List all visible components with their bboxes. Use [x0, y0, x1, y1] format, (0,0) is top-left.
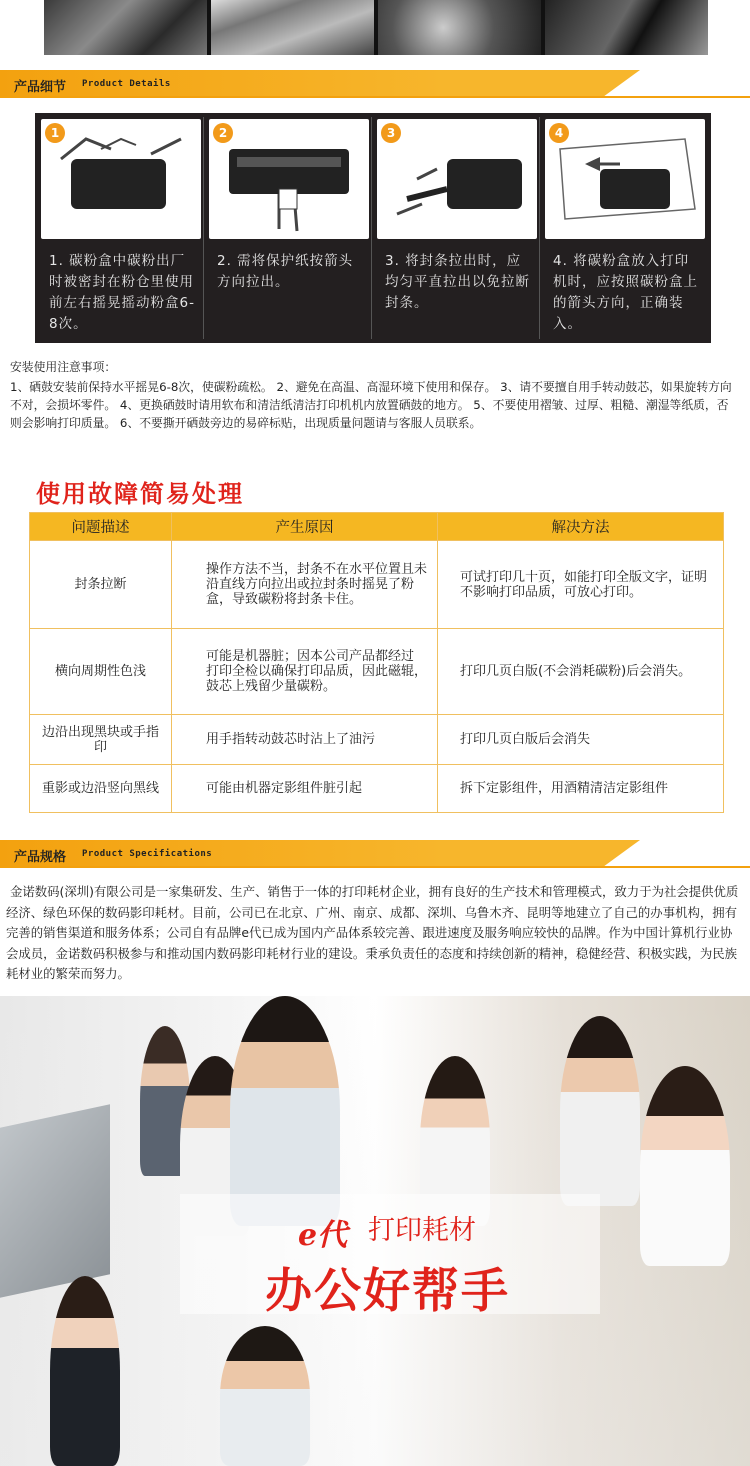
person-figure	[640, 1066, 730, 1266]
photo-tile	[545, 0, 708, 55]
step-4	[543, 117, 707, 339]
step-illustration	[377, 119, 537, 239]
step-illustration	[209, 119, 369, 239]
cell-solution: 打印几页白版(不会消耗碳粉)后会消失。	[438, 629, 724, 715]
section-title-cn: 产品规格	[14, 850, 67, 865]
company-description: 金诺数码(深圳)有限公司是一家集研发、生产、销售于一体的打印耗材企业，拥有良好的生产技术和管理模式，致力于为社会提供优质经济、绿色环保的数码影印耗材。目前，公司已在北京、广州、南京、成都、深圳、乌鲁木齐、昆明等地建立了自己的办事机构，拥有完善的销售渠道和服务体系；公司自有品牌e代已成为国内产品体系较完善、跟进速度及服务响应较快的品牌。作为中国计算机行业协会成员，金诺数码积极参与和推动国内数码影印耗材行业的建设。秉承负责任的态度和持续创新的精神，稳健经营、积极实践，为民族耗材业的繁荣而努力。	[6, 884, 739, 981]
cell-cause: 用手指转动鼓芯时沾上了油污	[172, 715, 438, 765]
seal-pull-illustration	[377, 119, 537, 239]
cell-problem: 封条拉断	[30, 541, 172, 629]
cell-cause: 操作方法不当，封条不在水平位置且未沿直线方向拉出或拉封条时摇晃了粉盒，导致碳粉将封条卡住。	[172, 541, 438, 629]
fault-table-title: 使用故障简易处理	[36, 480, 244, 508]
step-text: 2. 需将保护纸按箭头方向拉出。	[217, 253, 354, 290]
person-figure	[50, 1276, 120, 1466]
column-header: 产生原因	[172, 513, 438, 541]
person-figure	[560, 1016, 640, 1206]
cell-problem: 边沿出现黑块或手指印	[30, 715, 172, 765]
step-2	[207, 117, 372, 339]
section-header-product-details	[0, 70, 750, 98]
section-title-en: Product Specifications	[82, 849, 213, 859]
table-row	[30, 765, 724, 813]
step-illustration	[545, 119, 705, 239]
section-title-cn: 产品细节	[14, 80, 67, 95]
install-steps-panel	[35, 113, 711, 343]
notes-body: 1、硒鼓安装前保持水平摇晃6-8次，使碳粉疏松。 2、避免在高温、高湿环境下使用和保存。 3、请不要擅自用手转动鼓芯，如果旋转方向不对，会损坏零件。 4、更换硒鼓时请用软布和清洁纸清洁打印机机内放置硒鼓的地方。 5、不要使用褶皱、过厚、粗糙、潮湿等纸质，否则会影响打印质量。 6、不要撕开硒鼓旁边的易碎标贴，出现质量问题请与客服人员联系。	[10, 380, 732, 430]
section-header-product-specifications	[0, 840, 750, 868]
fault-table	[29, 512, 724, 813]
step-number-badge: 3	[381, 123, 401, 143]
install-notes	[10, 358, 740, 432]
step-text: 1. 碳粉盒中碳粉出厂时被密封在粉仓里使用前左右摇晃摇动粉盒6-8次。	[49, 253, 195, 332]
table-header-row	[30, 513, 724, 541]
step-3	[375, 117, 540, 339]
brand-logo: e代	[298, 1218, 348, 1253]
step-number-badge: 2	[213, 123, 233, 143]
column-header: 问题描述	[30, 513, 172, 541]
person-figure	[230, 996, 340, 1226]
cell-cause: 可能是机器脏；因本公司产品都经过 打印全检以确保打印品质，因此磁辊，鼓芯上残留少量碳粉。	[172, 629, 438, 715]
table-row	[30, 629, 724, 715]
column-header: 解决方法	[438, 513, 724, 541]
cell-problem: 重影或边沿竖向黑线	[30, 765, 172, 813]
cell-solution: 可试打印几十页，如能打印全版文字，证明不影响打印品质，可放心打印。	[438, 541, 724, 629]
table-row	[30, 715, 724, 765]
step-illustration	[41, 119, 201, 239]
table-row	[30, 541, 724, 629]
step-number-badge: 1	[45, 123, 65, 143]
cell-problem: 横向周期性色浅	[30, 629, 172, 715]
slogan-line-1: 打印耗材	[368, 1215, 476, 1246]
slogan-line-2: 办公好帮手	[265, 1264, 510, 1319]
step-1	[39, 117, 204, 339]
photo-tile	[378, 0, 541, 55]
step-number-badge: 4	[549, 123, 569, 143]
top-product-photo-strip	[44, 0, 708, 55]
cartridge-shake-illustration	[41, 119, 201, 239]
step-text: 4. 将碳粉盒放入打印机时，应按照碳粉盒上的箭头方向，正确装入。	[553, 253, 698, 332]
cell-solution: 打印几页白版后会消失	[438, 715, 724, 765]
step-text: 3. 将封条拉出时，应均匀平直拉出以免拉断封条。	[385, 253, 530, 311]
insert-cartridge-illustration	[545, 119, 705, 239]
laptop-graphic	[0, 1104, 110, 1297]
person-figure	[220, 1326, 310, 1466]
protective-paper-illustration	[209, 119, 369, 239]
cell-solution: 拆下定影组件，用酒精清洁定影组件	[438, 765, 724, 813]
office-team-banner	[0, 996, 750, 1466]
notes-heading: 安装使用注意事项：	[10, 360, 117, 374]
photo-tile	[44, 0, 207, 55]
photo-tile	[211, 0, 374, 55]
section-title-en: Product Details	[82, 79, 171, 89]
cell-cause: 可能由机器定影组件脏引起	[172, 765, 438, 813]
